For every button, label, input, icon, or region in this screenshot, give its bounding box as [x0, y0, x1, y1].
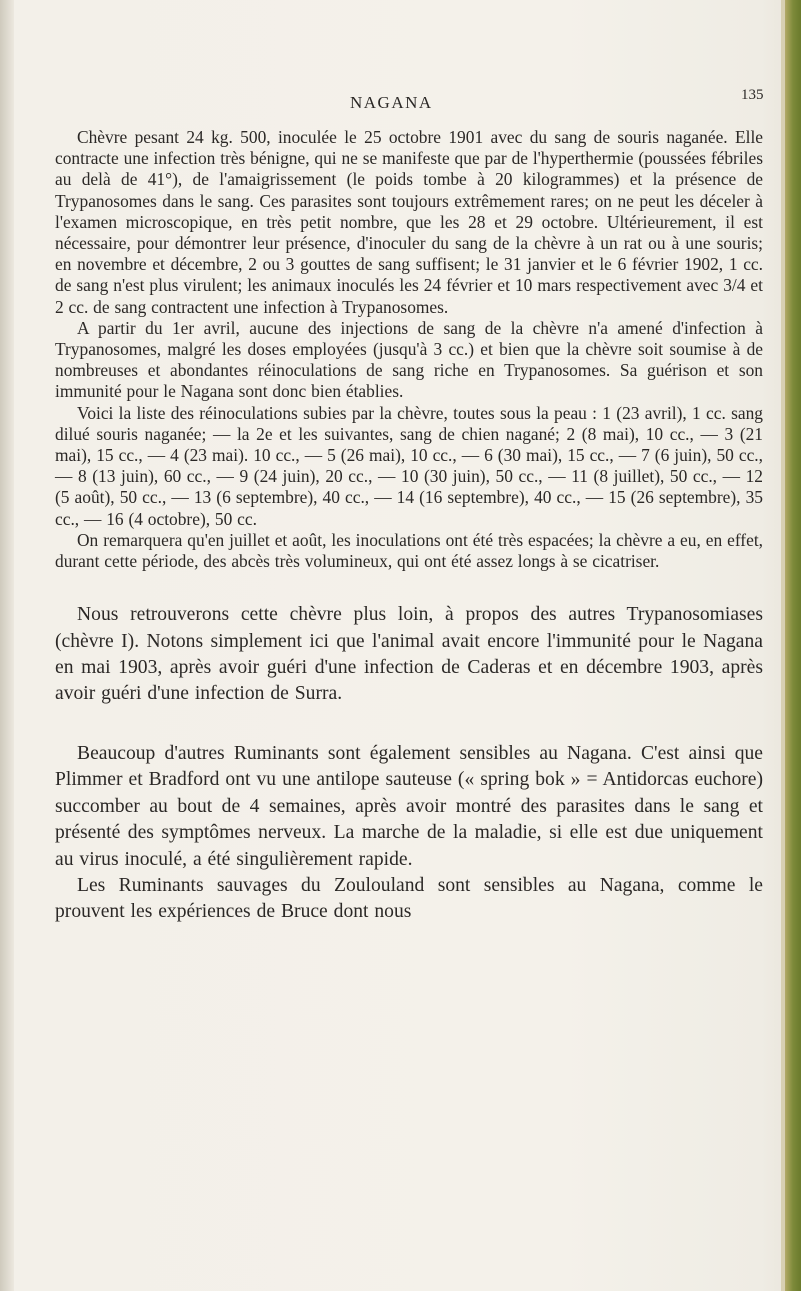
paragraph-zululand: Les Ruminants sauvages du Zoulouland sont sensibles au Nagana, comme le prouvent les expériences de Bruce dont nous [55, 874, 763, 923]
page-header [0, 87, 801, 117]
page-number: 135 [741, 87, 764, 103]
paragraph-goat-case: Chèvre pesant 24 kg. 500, inoculée le 25 octobre 1901 avec du sang de souris naganée. Elle contracte une infection très bénigne, qui ne se manifeste que par de l'hyperthermie (poussées fébriles au delà de 41°), de l'amaigrissement (le poids tombe à 20 kilogrammes) et la présence de Trypanosomes dans le sang. Ces parasites sont toujours extrêmement rares; on ne peut les déceler à l'examen microscopique, en très petit nombre, que les 28 et 29 octobre. Ultérieurement, il est nécessaire, pour démontrer leur présence, d'inoculer du sang de la chèvre à un rat ou à une souris; en novembre et décembre, 2 ou 3 gouttes de sang suffisent; le 31 janvier et le 6 février 1902, 1 cc. de sang n'est plus virulent; les animaux inoculés les 24 février et 10 mars respectivement avec 3/4 et 2 cc. de sang contractent une infection à Trypanosomes. [55, 127, 763, 317]
page-gutter-shadow [0, 0, 14, 1291]
paragraph-immunity: A partir du 1er avril, aucune des injections de sang de la chèvre n'a amené d'infection à Trypanosomes, malgré les doses employées (jusqu'à 3 cc.) et bien que la chèvre soit soumise à de nombreuses et abondantes réinoculations de sang riche en Trypanosomes. Sa guérison et son immunité pour le Nagana sont donc bien établies. [55, 317, 763, 402]
page-edge-binding [781, 0, 801, 1291]
body-text [55, 127, 763, 926]
paragraph-abscesses: On remarquera qu'en juillet et août, les inoculations ont été très espacées; la chèvre a eu, en effet, durant cette période, des abcès très volumineux, qui ont été assez longs à se cicatriser. [55, 529, 763, 572]
paragraph-ruminants: Beaucoup d'autres Ruminants sont également sensibles au Nagana. C'est ainsi que Plimmer et Bradford ont vu une antilope sauteuse (« spring bok » = Antidorcas euchore) succomber au bout de 4 semaines, après avoir montré des parasites dans le sang et présenté des symptômes nerveux. La marche de la maladie, si elle est due uniquement au virus inoculé, a été singulièrement rapide. [55, 742, 763, 870]
paragraph-reinoculation-list: Voici la liste des réinoculations subies par la chèvre, toutes sous la peau : 1 (23 avril), 1 cc. sang dilué souris naganée; — la 2e et les suivantes, sang de chien nagané; 2 (8 mai), 10 cc., — 3 (21 mai), 15 cc., — 4 (23 mai). 10 cc., — 5 (26 mai), 10 cc., — 6 (30 mai), 15 cc., — 7 (6 juin), 50 cc., — 8 (13 juin), 60 cc., — 9 (24 juin), 20 cc., — 10 (30 juin), 50 cc., — 11 (8 juillet), 50 cc., — 12 (5 août), 50 cc., — 13 (6 septembre), 40 cc., — 14 (16 septembre), 40 cc., — 15 (26 septembre), 35 cc., — 16 (4 octobre), 50 cc. [55, 402, 763, 529]
running-title: NAGANA [350, 93, 433, 112]
paragraph-later-immunity: Nous retrouverons cette chèvre plus loin, à propos des autres Trypanosomiases (chèvre I). Notons simplement ici que l'animal avait encore l'immunité pour le Nagana en mai 1903, après avoir guéri d'une infection de Caderas et en décembre 1903, après avoir guéri d'une infection de Surra. [55, 604, 763, 705]
